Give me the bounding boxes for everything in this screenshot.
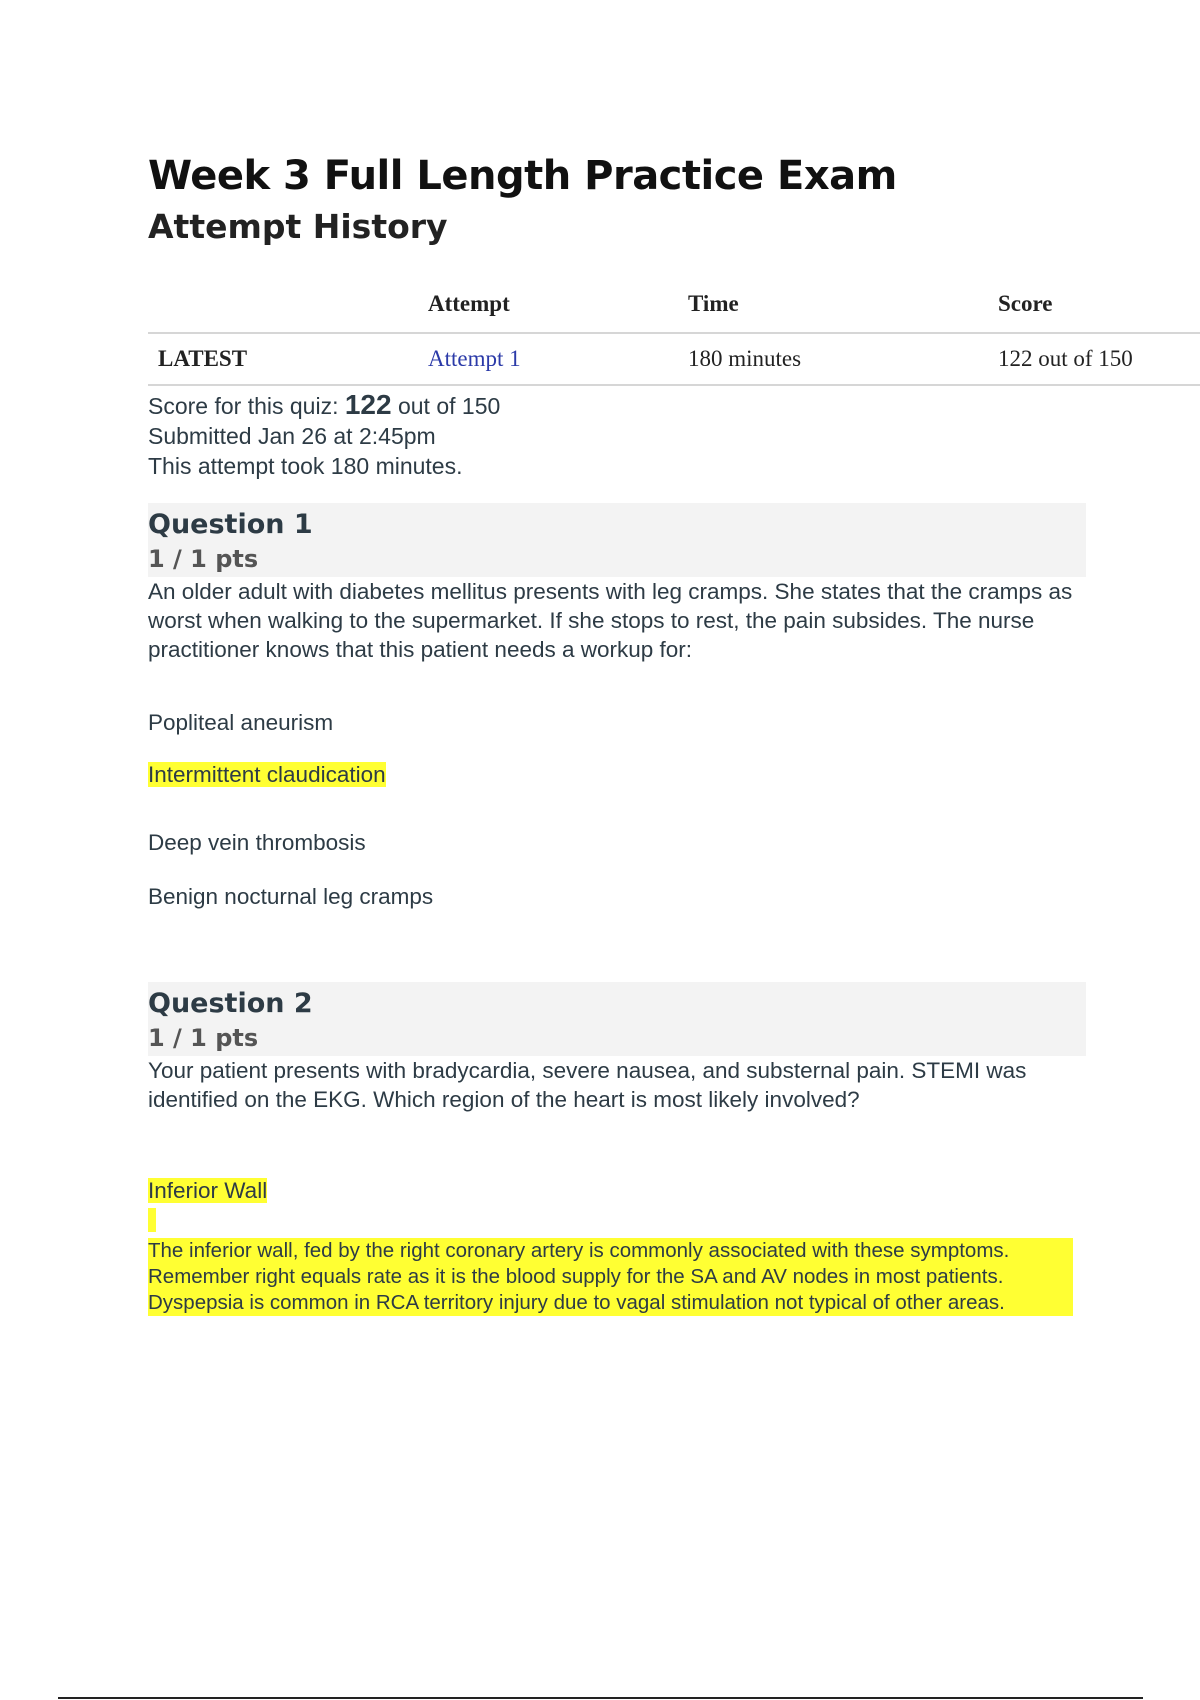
correct-answer-highlight: Inferior Wall [148, 1178, 268, 1203]
score-prefix: Score for this quiz: [148, 393, 345, 419]
page-bottom-rule [58, 1697, 1143, 1699]
attempt-1-link[interactable]: Attempt 1 [428, 346, 521, 371]
question-2-header [148, 982, 1086, 1056]
question-1 [148, 503, 1200, 912]
question-1-answer-2[interactable] [148, 760, 1200, 790]
question-1-answer-1[interactable]: Popliteal aneurism [148, 710, 334, 735]
question-2-title: Question 2 [148, 988, 313, 1019]
question-1-header [148, 503, 1086, 577]
attempt-history-table [148, 276, 1200, 386]
time-cell: 180 minutes [688, 333, 998, 385]
question-2 [148, 982, 1200, 1316]
question-1-text: An older adult with diabetes mellitus presents with leg cramps. She states that the cramps as worst when walking to the supermarket. If she stops to rest, the pain subsides. The nurse practitioner knows that this patient needs a workup for: [148, 579, 1073, 662]
attempt-cell [428, 333, 688, 385]
attempt-history-heading: Attempt History [148, 207, 448, 246]
quiz-score-line [148, 390, 1200, 421]
quiz-results-page [148, 150, 1200, 1316]
question-2-text: Your patient presents with bradycardia, severe nausea, and substernal pain. STEMI was identified on the EKG. Which region of the heart is most likely involved? [148, 1058, 1027, 1112]
page-title: Week 3 Full Length Practice Exam [148, 153, 897, 199]
quiz-summary [148, 390, 1200, 481]
submitted-time: Submitted Jan 26 at 2:45pm [148, 423, 436, 449]
column-header-blank [148, 276, 428, 333]
question-1-title: Question 1 [148, 509, 313, 540]
attempt-duration: This attempt took 180 minutes. [148, 453, 463, 479]
column-header-score: Score [998, 276, 1200, 333]
column-header-time: Time [688, 276, 998, 333]
column-header-attempt: Attempt [428, 276, 688, 333]
table-row [148, 333, 1200, 385]
highlight-marker [148, 1208, 156, 1232]
score-cell: 122 out of 150 [998, 333, 1200, 385]
correct-answer-highlight: Intermittent claudication [148, 762, 386, 787]
latest-label: LATEST [148, 333, 428, 385]
score-suffix: out of 150 [391, 393, 501, 419]
question-2-points: 1 / 1 pts [148, 1024, 259, 1052]
question-2-answer-1[interactable] [148, 1176, 1200, 1206]
question-1-points: 1 / 1 pts [148, 545, 259, 573]
question-1-answer-3[interactable]: Deep vein thrombosis [148, 830, 366, 855]
score-value: 122 [344, 389, 392, 420]
table-header-row [148, 276, 1200, 333]
question-2-explanation: The inferior wall, fed by the right coronary artery is commonly associated with these symptoms. Remember right equals rate as it is the blood supply for the SA and AV nodes in most patients. Dyspepsia is common in RCA territory injury due to vagal stimulation not typical of other areas. [148, 1238, 1073, 1316]
question-1-answer-4[interactable]: Benign nocturnal leg cramps [148, 884, 434, 909]
